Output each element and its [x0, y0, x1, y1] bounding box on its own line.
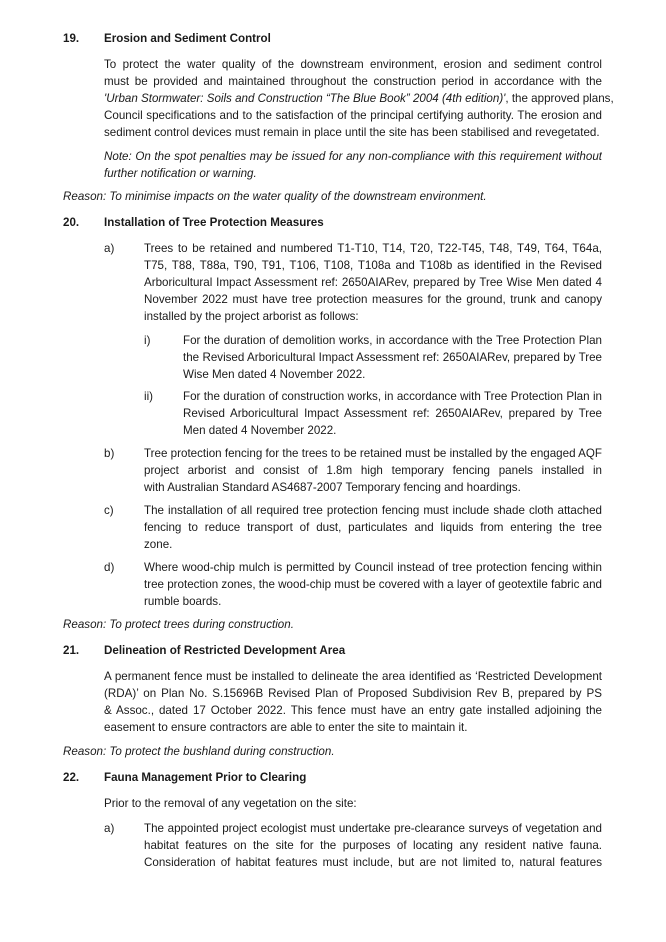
section-19-title: Erosion and Sediment Control: [104, 32, 271, 45]
item-a-line: installed by the project arborist as follows:: [144, 310, 359, 323]
manual-title: 'Urban Stormwater: Soils and Construction “The Blue Book” 2004 (4th edition)': [104, 92, 506, 105]
section-19-note-line: Note: On the spot penalties may be issued for any non-compliance with this requirement without: [104, 150, 602, 163]
s22-item-a-label: a): [104, 822, 115, 835]
section-19-reason: Reason: To minimise impacts on the water quality of the downstream environment.: [63, 190, 487, 203]
item-b-label: b): [104, 447, 115, 460]
section-21-number: 21.: [63, 644, 80, 657]
section-19-para-line: Council specifications and to the satisfaction of the principal certifying authority. The erosion and: [104, 109, 602, 122]
s22-item-a-line: habitat features on the site for the purposes of locating any resident native fauna.: [144, 839, 602, 852]
section-19-note-line: further notification or warning.: [104, 167, 257, 180]
item-b-line: project arborist and consist of 1.8m high temporary fencing panels installed in: [144, 464, 602, 477]
item-a-line: Arboricultural Impact Assessment ref: 2650AIARev, prepared by Tree Wise Men dated 4: [144, 276, 602, 289]
item-a-line: Trees to be retained and numbered T1-T10, T14, T20, T22-T45, T48, T49, T64, T64a,: [144, 242, 602, 255]
section-20-title: Installation of Tree Protection Measures: [104, 216, 324, 229]
s22-item-a-line: Consideration of habitat features must include, but are not limited to, natural features: [144, 856, 602, 869]
section-19-para-line: To protect the water quality of the downstream environment, erosion and sediment control: [104, 58, 602, 71]
item-d-line: rumble boards.: [144, 595, 222, 608]
section-21-line: easement to ensure contractors are able to enter the site to maintain it.: [104, 721, 468, 734]
section-22-intro: Prior to the removal of any vegetation on the site:: [104, 797, 357, 810]
item-c-line: zone.: [144, 538, 173, 551]
subitem-i-line: the Revised Arboricultural Impact Assessment ref: 2650AIARev, prepared by Tree: [183, 351, 602, 364]
item-d-line: tree protection zones, the wood-chip must be covered with a layer of geotextile fabric and: [144, 578, 602, 591]
item-c-line: The installation of all required tree protection fencing must include shade cloth attached: [144, 504, 602, 517]
section-21-line: A permanent fence must be installed to delineate the area identified as ‘Restricted Development: [104, 670, 602, 683]
item-a-line: T75, T88, T88a, T90, T91, T106, T108, T108a and T108b as identified in the Revised: [144, 259, 602, 272]
section-21-reason: Reason: To protect the bushland during construction.: [63, 745, 335, 758]
section-22-number: 22.: [63, 771, 80, 784]
subitem-ii-line: For the duration of construction works, in accordance with Tree Protection Plan in: [183, 390, 602, 403]
section-20-reason: Reason: To protect trees during construction.: [63, 618, 294, 631]
item-c-line: fencing to reduce transport of dust, particulates and liquids from entering the tree: [144, 521, 602, 534]
section-21-title: Delineation of Restricted Development Area: [104, 644, 346, 657]
section-20-number: 20.: [63, 216, 80, 229]
section-19-para-line: must be provided and maintained throughout the construction period in accordance with the: [104, 75, 602, 88]
section-19-para-line: sediment control devices must remain in place until the site has been stabilised and revegetated.: [104, 126, 600, 139]
subitem-ii-label: ii): [144, 390, 154, 403]
item-b-line: Tree protection fencing for the trees to be retained must be installed by the engaged AQF: [144, 447, 602, 460]
section-21-line: & Assoc., dated 17 October 2022. This fence must have an entry gate installed adjoining the: [104, 704, 602, 717]
section-21-line: (RDA)’ on Plan No. S.15696B Revised Plan of Proposed Subdivision Rev B, prepared by PS: [104, 687, 602, 700]
item-c-label: c): [104, 504, 114, 517]
section-19-number: 19.: [63, 32, 80, 45]
subitem-ii-line: Revised Arboricultural Impact Assessment ref: 2650AIARev, prepared by Tree: [183, 407, 602, 420]
item-a-line: November 2022 must have tree protection measures for the ground, trunk and canopy: [144, 293, 602, 306]
subitem-i-line: For the duration of demolition works, in accordance with the Tree Protection Plan: [183, 334, 602, 347]
item-a-label: a): [104, 242, 115, 255]
subitem-i-line: Wise Men dated 4 November 2022.: [183, 368, 366, 381]
item-d-line: Where wood-chip mulch is permitted by Council instead of tree protection fencing within: [144, 561, 602, 574]
s22-item-a-line: The appointed project ecologist must undertake pre-clearance surveys of vegetation and: [144, 822, 602, 835]
item-b-line: with Australian Standard AS4687-2007 Temporary fencing and hoardings.: [144, 481, 521, 494]
section-19-para-line-tail: , the approved plans,: [505, 92, 614, 105]
subitem-ii-line: Men dated 4 November 2022.: [183, 424, 337, 437]
item-d-label: d): [104, 561, 115, 574]
section-19-para-line: [104, 92, 614, 106]
subitem-i-label: i): [144, 334, 151, 347]
section-22-title: Fauna Management Prior to Clearing: [104, 771, 307, 784]
